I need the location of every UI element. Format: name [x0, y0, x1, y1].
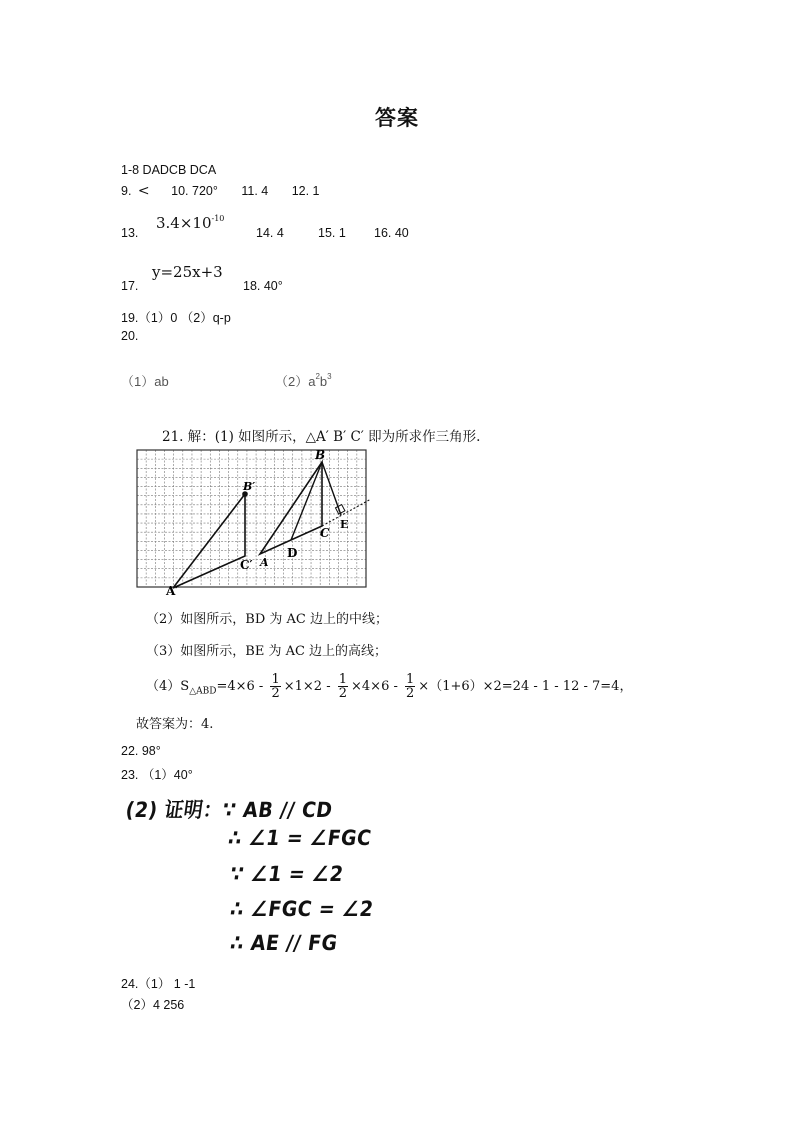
- q21-step2: （2）如图所示，BD 为 AC 边上的中线；: [146, 612, 388, 627]
- label-aprime: A′: [166, 584, 179, 598]
- proof-line-4: ∴ ∠FGC = ∠2: [228, 897, 376, 921]
- altitude-be: [322, 462, 341, 515]
- q20-part2-exp-a: 2: [315, 372, 320, 381]
- frac-den: 2: [338, 686, 348, 701]
- q15-answer: 15. 1: [318, 226, 346, 240]
- q21-step3: （3）如图所示，BE 为 AC 边上的高线；: [146, 644, 388, 659]
- frac-num: 1: [271, 672, 280, 687]
- q21-final-answer: 故答案为：4.: [136, 717, 214, 732]
- fraction-half-1: [270, 673, 280, 700]
- q20-part1: （1）ab: [121, 374, 169, 389]
- q9-number: 9.: [121, 184, 132, 198]
- q20-part2-base-b: b: [319, 374, 328, 389]
- q22-answer: 22. 98°: [121, 744, 161, 758]
- page-title: 答案: [375, 106, 419, 130]
- s4-prefix: （4）S: [146, 679, 190, 694]
- label-cprime: C′: [240, 558, 253, 572]
- triangle-abc: [260, 462, 322, 554]
- q20-part2-exp-b: 3: [327, 372, 332, 381]
- q24-part1: 24.（1） 1 -1: [121, 977, 196, 991]
- s4-subscript: △ABD: [189, 686, 217, 697]
- q16-answer: 16. 40: [374, 226, 409, 240]
- triangle-apbpcp: [173, 494, 245, 588]
- proof-line-5: ∴ AE // FG: [228, 931, 340, 955]
- label-b: B: [315, 448, 326, 462]
- q13-answer: [156, 214, 224, 232]
- q13-base: 3.4×10: [156, 214, 212, 232]
- q17-number: 17.: [121, 279, 139, 293]
- q14-answer: 14. 4: [256, 226, 284, 240]
- q20-number: 20.: [121, 329, 139, 343]
- q21-step4: [146, 673, 632, 700]
- q17-answer: y=25x+3: [152, 263, 223, 281]
- s4-term-d: ×（1+6）×2=24 - 1 - 12 - 7=4，: [418, 679, 633, 694]
- proof-line-3: ∵ ∠1 = ∠2: [228, 862, 345, 886]
- proof-line-1: (2) 证明：∵ AB // CD: [124, 798, 335, 822]
- label-e: E: [340, 518, 349, 531]
- frac-den: 2: [271, 686, 280, 701]
- label-d: D: [287, 546, 298, 560]
- q13-number: 13.: [121, 226, 139, 240]
- fraction-half-2: [338, 673, 348, 700]
- frac-num: 1: [338, 672, 348, 687]
- proof-line-2: ∴ ∠1 = ∠FGC: [226, 826, 374, 850]
- frac-num: 1: [406, 672, 415, 687]
- fraction-half-3: [405, 673, 415, 700]
- q23-part1: 23. （1）40°: [121, 768, 193, 782]
- q13-exponent: -10: [211, 214, 225, 223]
- label-c: C: [320, 526, 330, 540]
- q18-answer: 18. 40°: [243, 279, 283, 293]
- q12-answer: 12. 1: [291, 184, 320, 198]
- q21-grid-figure: [120, 440, 385, 600]
- s4-term-b: ×1×2 -: [283, 679, 331, 694]
- label-a: A: [260, 556, 269, 569]
- q21-heading: 21. 解：(1) 如图所示，△A′ B′ C′ 即为所求作三角形.: [162, 429, 481, 445]
- answer-line-1-8: 1-8 DADCB DCA: [121, 163, 217, 177]
- frac-den: 2: [406, 686, 415, 701]
- q20-part2-base-a: （2）a: [275, 374, 316, 389]
- q10-answer: 10. 720°: [171, 184, 218, 198]
- label-bprime: B′: [243, 480, 256, 493]
- s4-term-c: ×4×6 -: [351, 679, 398, 694]
- answer-line-9-12: [121, 183, 320, 199]
- s4-term-a: =4×6 -: [216, 679, 264, 694]
- q11-answer: 11. 4: [241, 184, 269, 198]
- q19-answer: 19.（1）0 （2）q-p: [121, 311, 231, 325]
- q20-part2: [275, 371, 332, 390]
- q24-part2: （2）4 256: [121, 998, 185, 1012]
- q9-answer: <: [137, 183, 150, 199]
